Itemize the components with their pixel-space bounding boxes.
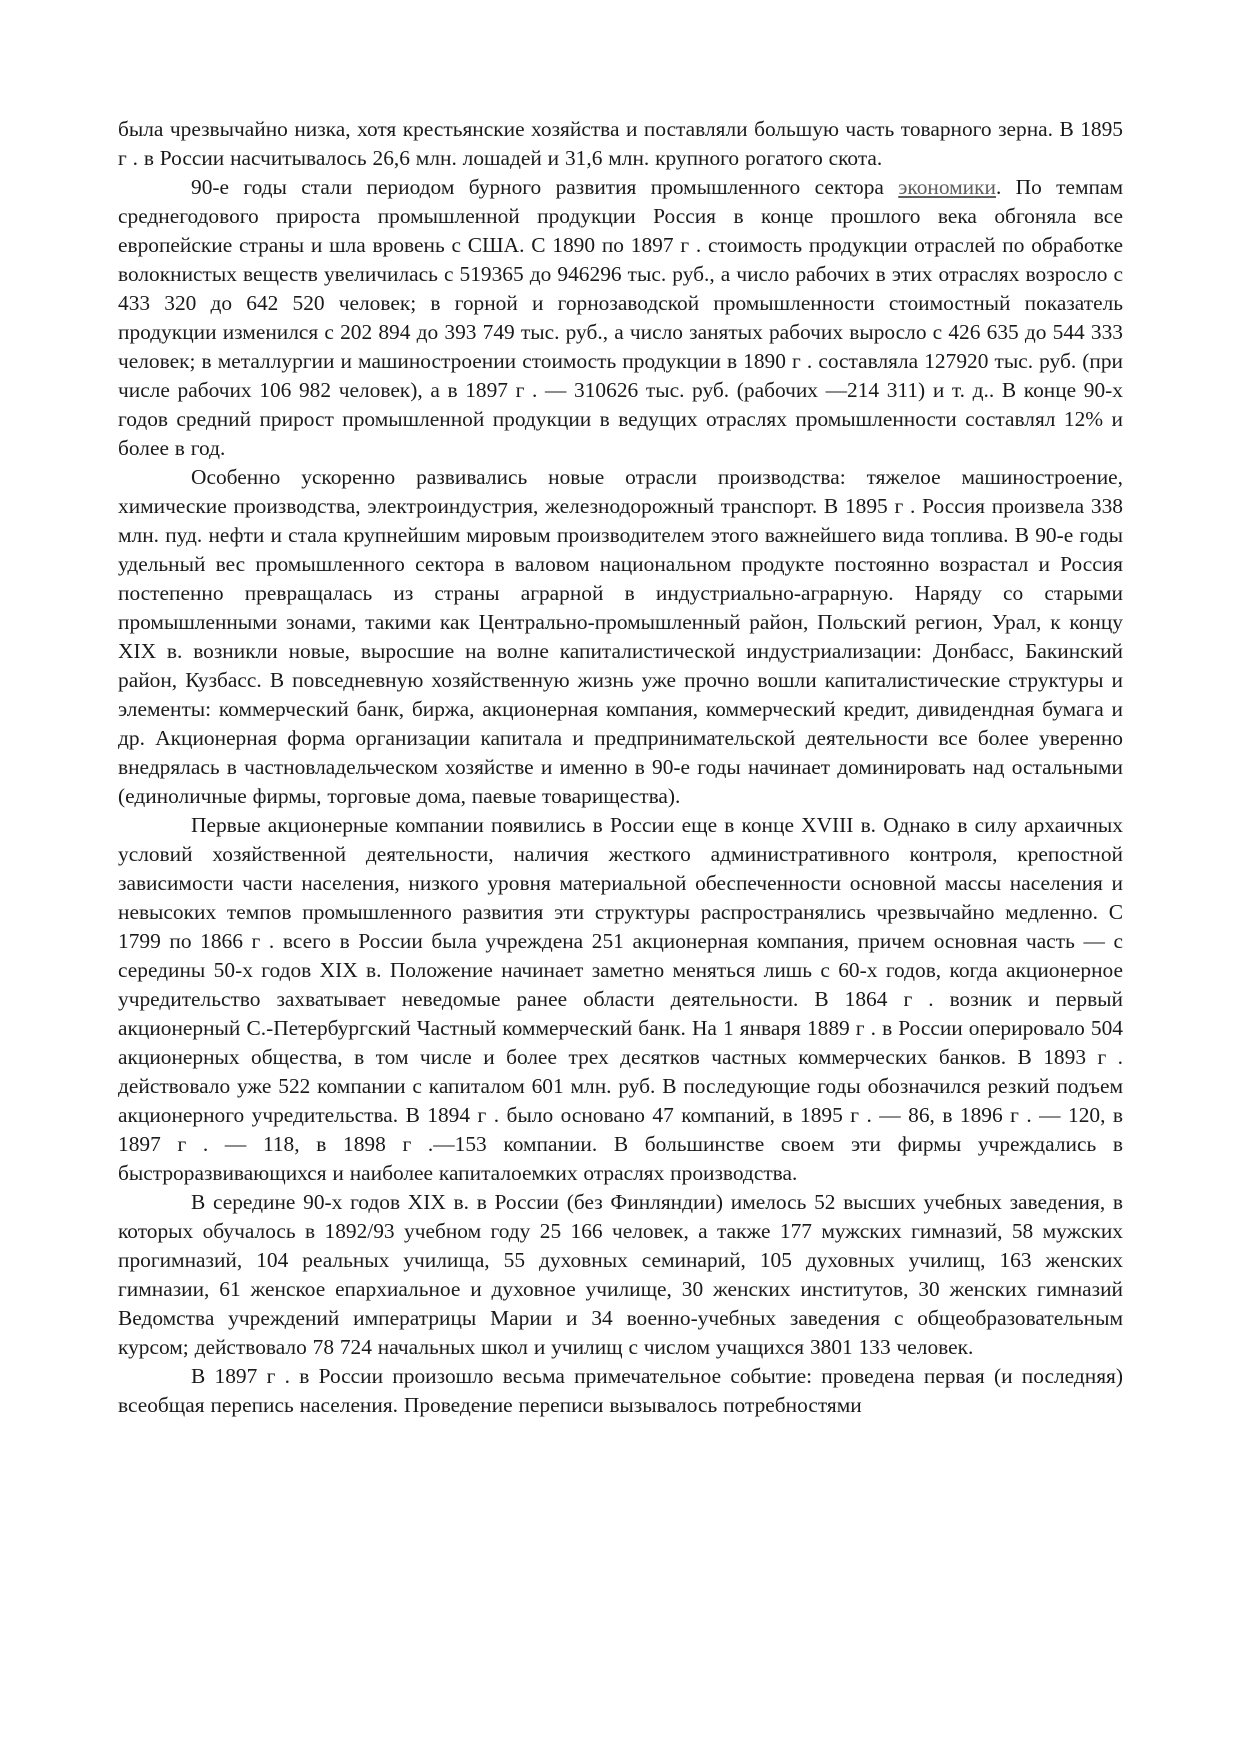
paragraph-2 [118,173,1123,463]
paragraph-1: была чрезвычайно низка, хотя крестьянские хозяйства и поставляли большую часть товарного зерна. В 1895 г . в России насчитывалось 26,6 млн. лошадей и 31,6 млн. крупного рогатого скота. [118,117,1123,170]
document-page [118,115,1123,1420]
paragraph-6: В 1897 г . в России произошло весьма примечательное событие: проведена первая (и последняя) всеобщая перепись населения. Проведение переписи вызывалось потребностями [118,1364,1123,1417]
paragraph-5: В середине 90-х годов XIX в. в России (без Финляндии) имелось 52 высших учебных заведения, в которых обучалось в 1892/93 учебном году 25 166 человек, а также 177 мужских гимназий, 58 мужских прогимназий, 104 реальных училища, 55 духовных семинарий, 105 духовных училищ, 163 женских гимназии, 61 женское епархиальное и духовное училище, 30 женских институтов, 30 женских гимназий Ведомства учреждений императрицы Марии и 34 военно-учебных заведения с общеобразовательным курсом; действовало 78 724 начальных школ и училищ с числом учащихся 3801 133 человек. [118,1190,1123,1359]
paragraph-2-start: 90-е годы стали периодом бурного развития промышленного сектора [191,175,899,199]
paragraph-3: Особенно ускоренно развивались новые отрасли производства: тяжелое машиностроение, химические производства, электроиндустрия, железнодорожный транспорт. В 1895 г . Россия произвела 338 млн. пуд. нефти и стала крупнейшим мировым производителем этого важнейшего вида топлива. В 90-е годы удельный вес промышленного сектора в валовом национальном продукте постоянно возрастал и Россия постепенно превращалась из страны аграрной в индустриально-аграрную. Наряду со старыми промышленными зонами, такими как Центрально-промышленный район, Польский регион, Урал, к концу XIX в. возникли новые, выросшие на волне капиталистической индустриализации: Донбасс, Бакинский район, Кузбасс. В повседневную хозяйственную жизнь уже прочно вошли капиталистические структуры и элементы: коммерческий банк, биржа, акционерная компания, коммерческий кредит, дивидендная бумага и др. Акционерная форма организации капитала и предпринимательской деятельности все более уверенно внедрялась в частновладельческом хозяйстве и именно в 90-е годы начинает доминировать над остальными (единоличные фирмы, торговые дома, паевые товарищества). [118,465,1123,808]
paragraph-4: Первые акционерные компании появились в России еще в конце XVIII в. Однако в силу архаичных условий хозяйственной деятельности, наличия жесткого административного контроля, крепостной зависимости части населения, низкого уровня материальной обеспеченности основной массы населения и невысоких темпов промышленного развития эти структуры распространялись чрезвычайно медленно. С 1799 по 1866 г . всего в России была учреждена 251 акционерная компания, причем основная часть — с середины 50-х годов XIX в. Положение начинает заметно меняться лишь с 60-х годов, когда акционерное учредительство захватывает неведомые ранее области деятельности. В 1864 г . возник и первый акционерный С.-Петербургский Частный коммерческий банк. На 1 января 1889 г . в России оперировало 504 акционерных общества, в том числе и более трех десятков частных коммерческих банков. В 1893 г . действовало уже 522 компании с капиталом 601 млн. руб. В последующие годы обозначился резкий подъем акционерного учредительства. В 1894 г . было основано 47 компаний, в 1895 г . — 86, в 1896 г . — 120, в 1897 г . — 118, в 1898 г .—153 компании. В большинстве своем эти фирмы учреждались в быстроразвивающихся и наиболее капиталоемких отраслях производства. [118,813,1123,1185]
economy-link[interactable]: экономики [898,175,996,199]
paragraph-2-rest: . По темпам среднегодового прироста промышленной продукции Россия в конце прошлого века обгоняла все европейские страны и шла вровень с США. С 1890 по 1897 г . стоимость продукции отраслей по обработке волокнистых веществ увеличилась с 519365 до 946296 тыс. руб., а число рабочих в этих отраслях возросло с 433 320 до 642 520 человек; в горной и горнозаводской промышленности стоимостный показатель продукции изменился с 202 894 до 393 749 тыс. руб., а число занятых рабочих выросло с 426 635 до 544 333 человек; в металлургии и машиностроении стоимость продукции в 1890 г . составляла 127920 тыс. руб. (при числе рабочих 106 982 человек), а в 1897 г . — 310626 тыс. руб. (рабочих —214 311) и т. д.. В конце 90-х годов средний прирост промышленной продукции в ведущих отраслях промышленности составлял 12% и более в год. [118,175,1123,460]
